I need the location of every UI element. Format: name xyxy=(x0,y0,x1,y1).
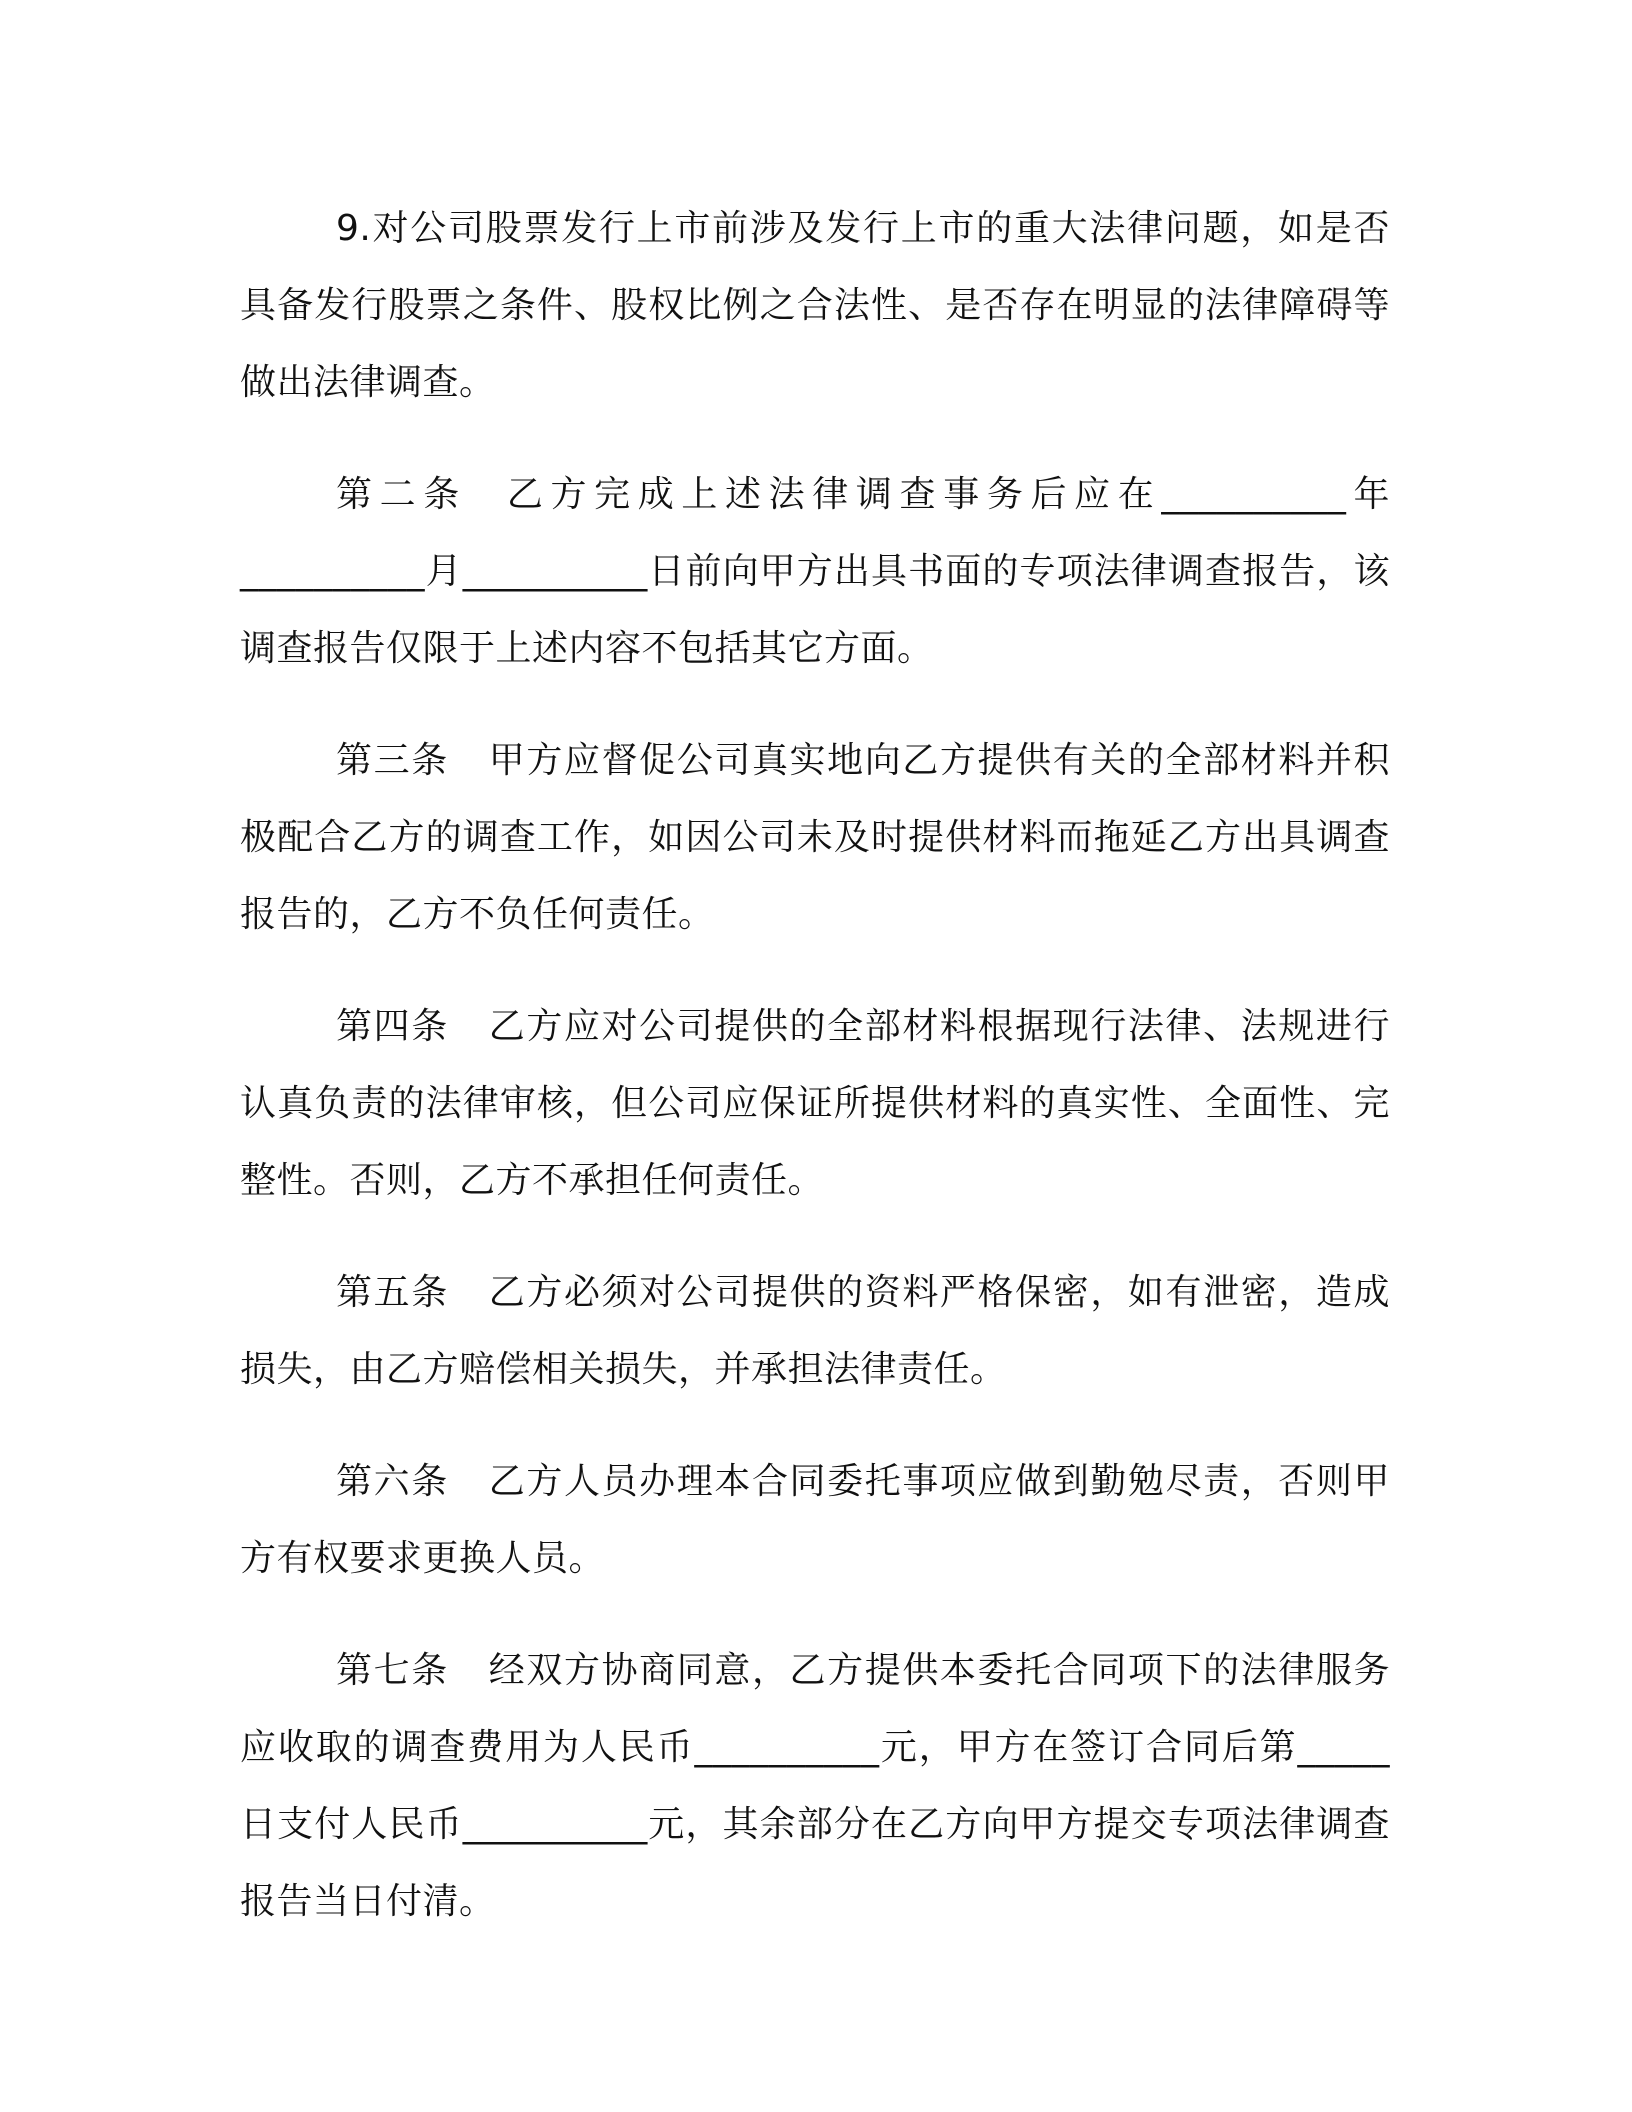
paragraph-item-9 xyxy=(240,190,1390,421)
article-6 xyxy=(240,1443,1390,1597)
article-text: 乙方应对公司提供的全部材料根据现行法律、法规进行认真负责的法律审核，但公司应保证所提供材料的真实性、全面性、完整性。否则，乙方不承担任何责任。 xyxy=(240,1006,1390,1201)
document-body xyxy=(240,190,1390,1975)
article-heading: 第六条 xyxy=(336,1461,449,1502)
article-4 xyxy=(240,988,1390,1219)
article-7 xyxy=(240,1632,1390,1940)
article-heading: 第五条 xyxy=(336,1272,449,1313)
article-text: 乙方人员办理本合同委托事项应做到勤勉尽责，否则甲方有权要求更换人员。 xyxy=(240,1461,1390,1579)
article-heading: 第四条 xyxy=(336,1006,449,1047)
article-text: 甲方应督促公司真实地向乙方提供有关的全部材料并积极配合乙方的调查工作，如因公司未及时提供材料而拖延乙方出具调查报告的，乙方不负任何责任。 xyxy=(240,740,1390,935)
article-heading: 第七条 xyxy=(336,1650,449,1691)
article-5 xyxy=(240,1254,1390,1408)
article-heading: 第三条 xyxy=(336,740,449,781)
article-2 xyxy=(240,456,1390,687)
paragraph-text: 9.对公司股票发行上市前涉及发行上市的重大法律问题，如是否具备发行股票之条件、股权比例之合法性、是否存在明显的法律障碍等做出法律调查。 xyxy=(240,208,1390,403)
article-text: 乙方完成上述法律调查事务后应在__________年__________月__________日前向甲方出具书面的专项法律调查报告，该调查报告仅限于上述内容不包括其它方面。 xyxy=(240,474,1390,669)
article-3 xyxy=(240,722,1390,953)
article-text: 乙方必须对公司提供的资料严格保密，如有泄密，造成损失，由乙方赔偿相关损失，并承担法律责任。 xyxy=(240,1272,1390,1390)
article-text: 经双方协商同意，乙方提供本委托合同项下的法律服务应收取的调查费用为人民币__________元，甲方在签订合同后第_____日支付人民币__________元，其余部分在乙方向甲方提交专项法律调查报告当日付清。 xyxy=(240,1650,1390,1922)
article-heading: 第二条 xyxy=(336,474,467,515)
